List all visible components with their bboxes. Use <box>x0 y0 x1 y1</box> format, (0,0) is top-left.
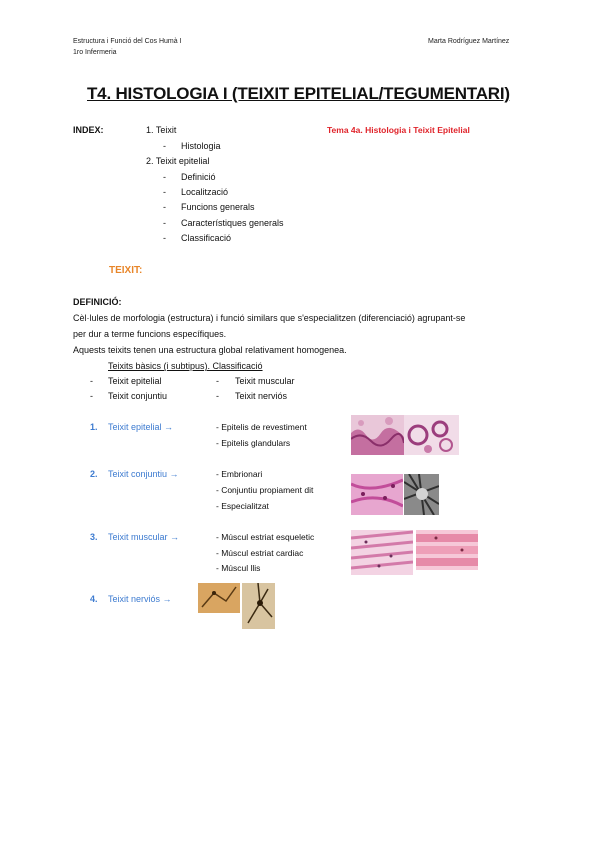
basics-dash: - <box>216 376 219 386</box>
index-item-2: 2. Teixit epitelial <box>146 156 210 166</box>
index-sub-classificacio: Classificació <box>181 233 232 243</box>
index-sub-dash: - <box>163 202 166 212</box>
class-3-name: Teixit muscular → <box>108 532 180 542</box>
index-sub-dash: - <box>163 172 166 182</box>
index-sub-dash: - <box>163 218 166 228</box>
class-4-name: Teixit nerviós → <box>108 594 172 604</box>
conjuntiu-micrograph-1 <box>351 474 403 515</box>
index-sub-caracteristiques: Característiques generals <box>181 218 284 228</box>
class-2-sub-3: - Especialitzat <box>216 501 269 511</box>
basics-dash: - <box>216 391 219 401</box>
index-item-1 <box>146 125 176 135</box>
header-year: 1ro Infermeria <box>73 49 117 56</box>
muscular-micrograph-1 <box>351 530 413 575</box>
class-2-number: 2. <box>90 469 98 479</box>
definicio-label: DEFINICIÓ: <box>73 297 122 307</box>
nervios-micrograph-2 <box>242 583 275 629</box>
index-sub-funcions: Funcions generals <box>181 202 255 212</box>
header-author: Marta Rodríguez Martínez <box>428 38 510 45</box>
basics-epitelial: Teixit epitelial <box>108 376 162 386</box>
tema-link[interactable]: Tema 4a. Histologia i Teixit Epitelial <box>327 125 470 135</box>
class-3-sub-3: - Múscul llis <box>216 563 261 573</box>
definicio-line-2: per dur a terme funcions específiques. <box>73 329 227 339</box>
index-label: INDEX: <box>73 125 104 135</box>
index-sub-dash: - <box>163 187 166 197</box>
definicio-line-1 <box>73 313 465 323</box>
basics-nervios: Teixit nerviós <box>235 391 288 401</box>
conjuntiu-micrograph-2 <box>404 474 439 515</box>
definicio-line-3: Aquests teixits tenen una estructura global relativament homogenea. <box>73 345 347 355</box>
basics-dash: - <box>90 376 93 386</box>
class-1-sub-2: - Epitelis glandulars <box>216 438 291 448</box>
class-2-sub-2: - Conjuntiu propiament dit <box>216 485 314 495</box>
class-1-sub-1: - Epitelis de revestiment <box>216 422 307 432</box>
muscular-micrograph-2 <box>416 530 478 570</box>
section-teixit-heading: TEIXIT: <box>109 265 143 276</box>
nervios-micrograph-1 <box>198 583 240 613</box>
class-3-sub-1: - Múscul estriat esqueletic <box>216 532 315 542</box>
basics-conjuntiu: Teixit conjuntiu <box>108 391 168 401</box>
epitelial-micrograph-2 <box>404 415 459 455</box>
class-2-name: Teixit conjuntiu → <box>108 469 179 479</box>
index-sub-histologia-label: Histologia <box>181 141 221 151</box>
definicio-line-1-text: Cèl·lules de morfologia (estructura) i funció similars que s'especialitzen (diferenciació) agrupant-se <box>73 313 466 323</box>
class-4-number: 4. <box>90 594 98 604</box>
index-sub-dash: - <box>163 233 166 243</box>
index-item-1-label: 1. Teixit <box>146 125 177 135</box>
index-sub-histologia: - <box>163 141 166 151</box>
header-course: Estructura i Funció del Cos Humà I <box>73 38 182 45</box>
index-sub-definicio: Definició <box>181 172 216 182</box>
page-title: T4. HISTOLOGIA I (TEIXIT EPITELIAL/TEGUMENTARI) <box>87 84 510 103</box>
basics-dash: - <box>90 391 93 401</box>
class-1-number: 1. <box>90 422 98 432</box>
basics-muscular: Teixit muscular <box>235 376 295 386</box>
class-3-sub-2: - Múscul estriat cardiac <box>216 548 304 558</box>
class-1-name: Teixit epitelial → <box>108 422 174 432</box>
index-sub-localitzacio: Localització <box>181 187 229 197</box>
basics-heading: Teixits bàsics (i subtipus). Classificació <box>108 361 263 371</box>
class-3-number: 3. <box>90 532 98 542</box>
class-2-sub-1: - Embrionari <box>216 469 263 479</box>
epitelial-micrograph-1 <box>351 415 404 455</box>
